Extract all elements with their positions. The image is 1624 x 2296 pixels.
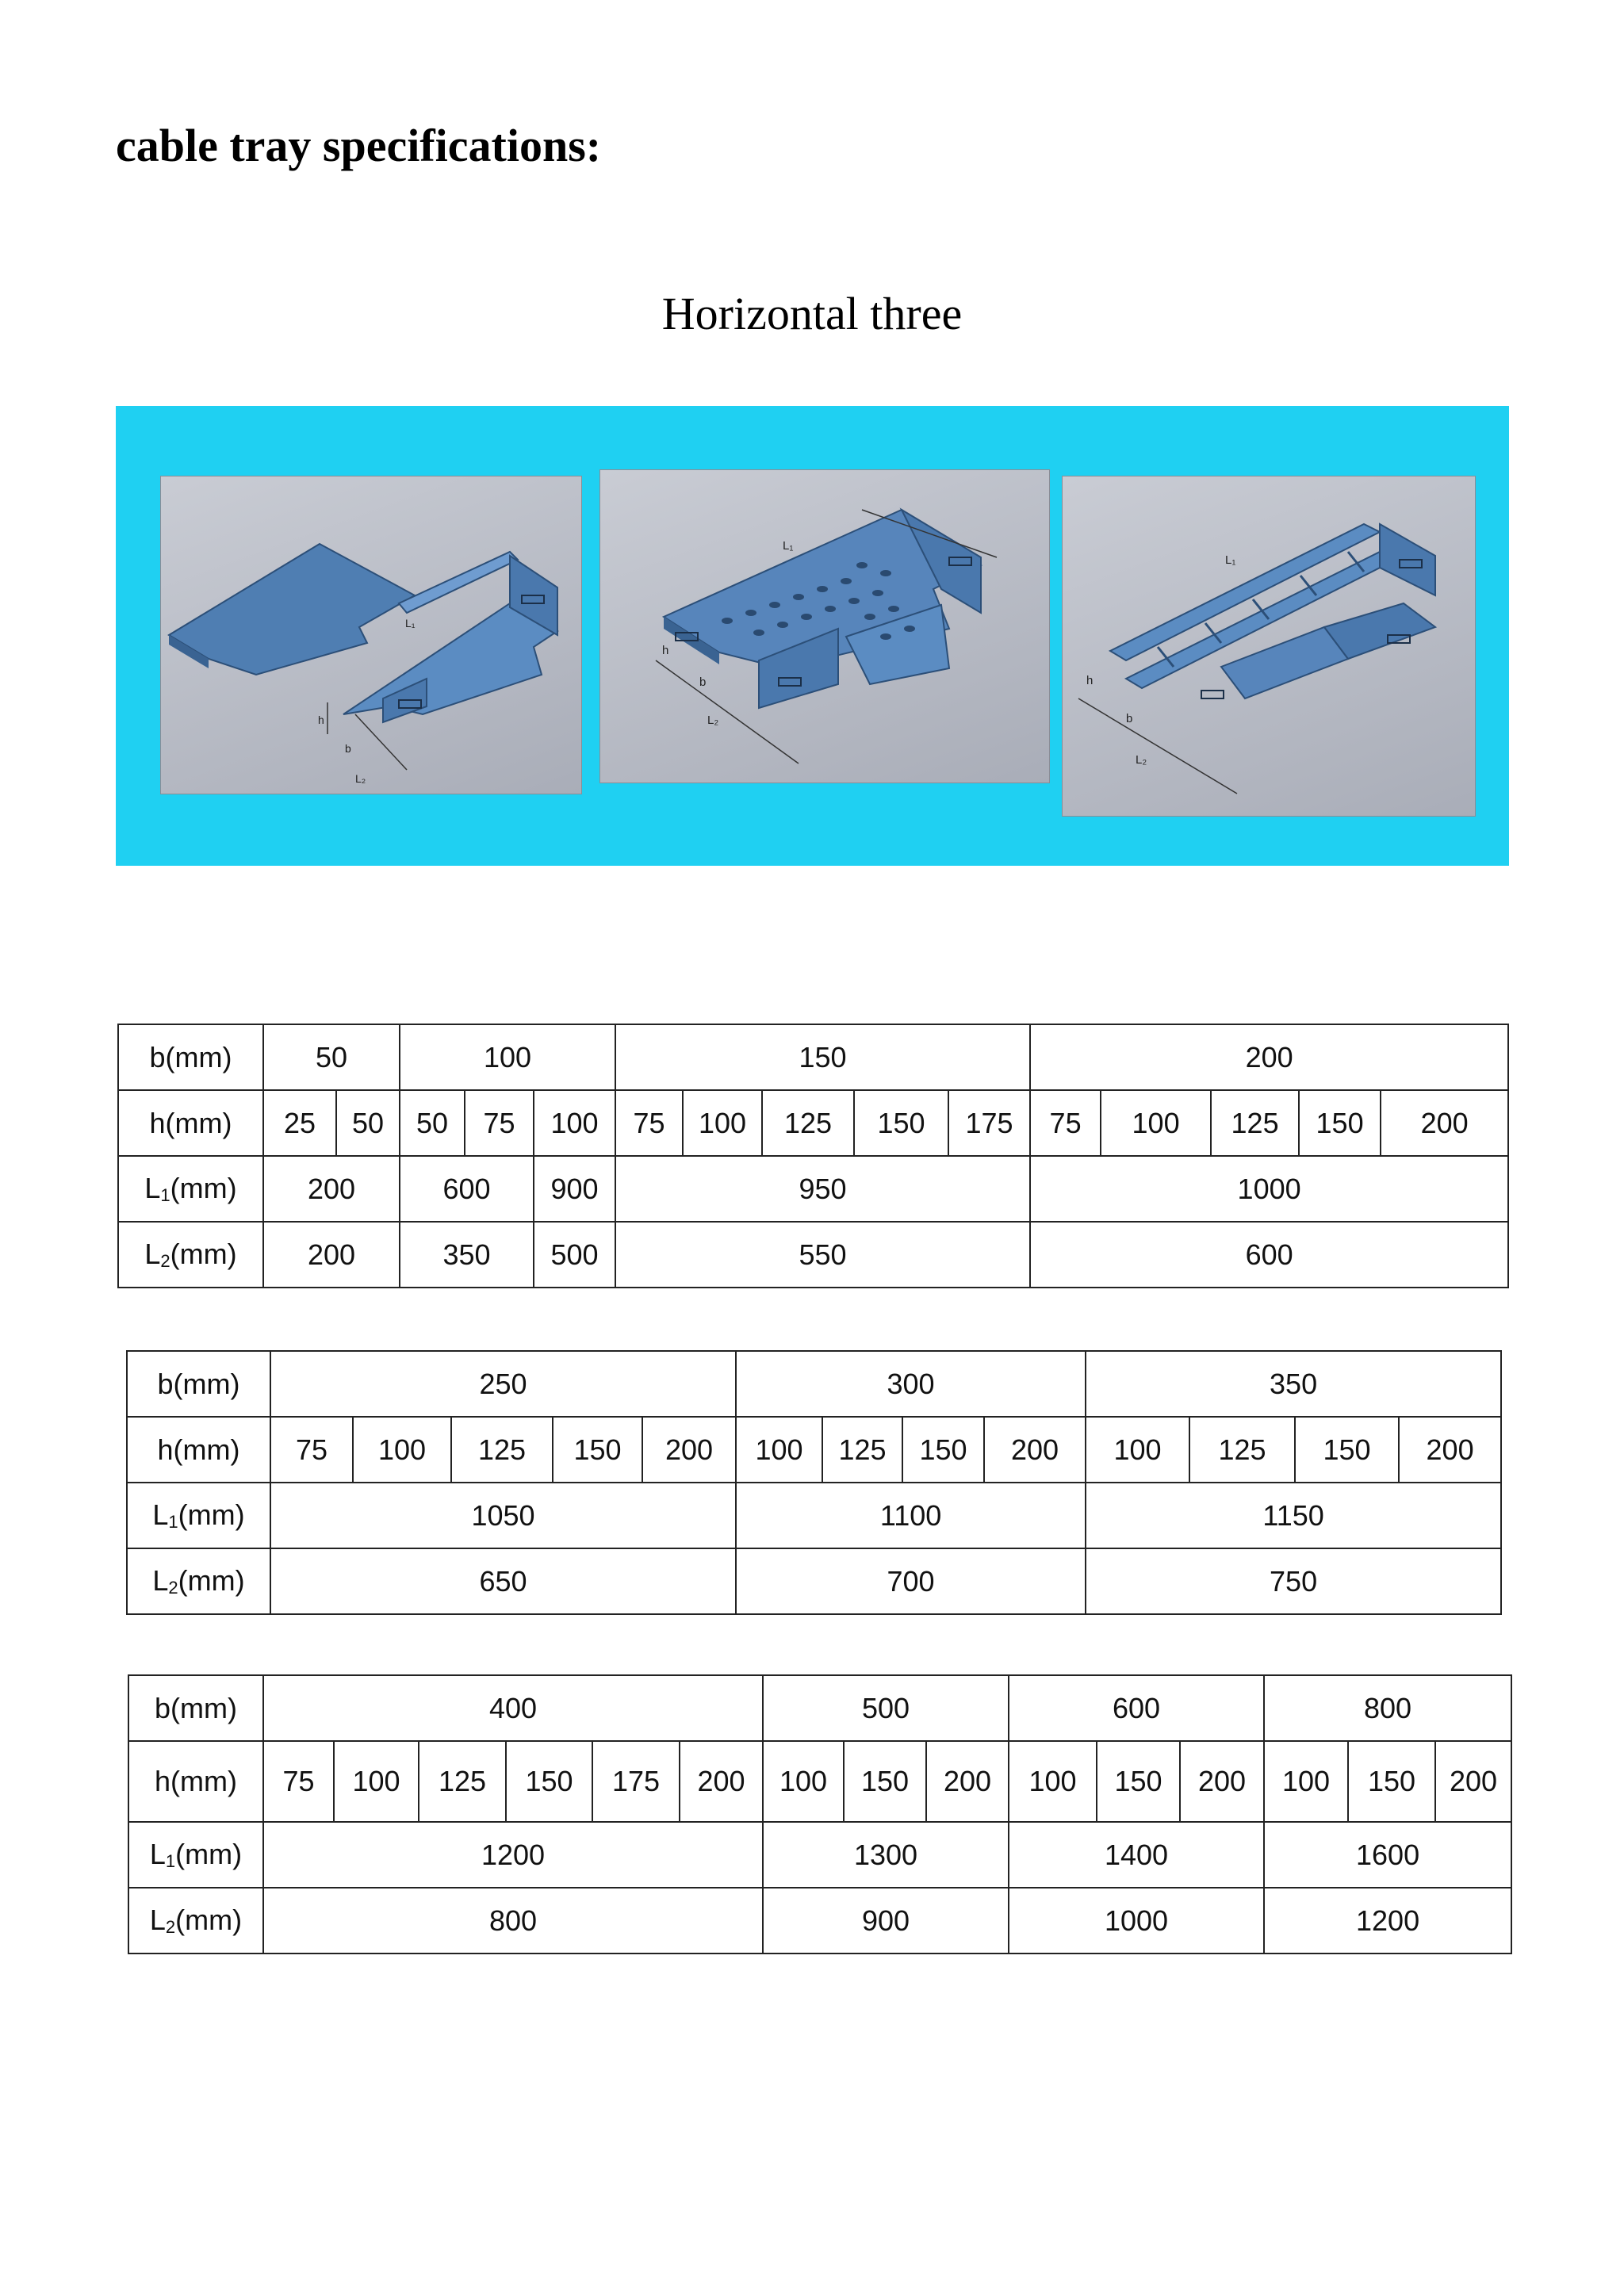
- label-prefix: L: [149, 1904, 166, 1936]
- l2-value: 1200: [1264, 1888, 1511, 1954]
- h-value: 200: [984, 1417, 1086, 1483]
- h-value: 50: [400, 1090, 465, 1156]
- row-label-h: h(mm): [128, 1741, 263, 1822]
- b-value: 200: [1030, 1024, 1508, 1090]
- label-unit: (mm): [170, 1238, 237, 1270]
- tray-photo-perforated: [599, 469, 1050, 783]
- l1-value: 900: [534, 1156, 615, 1222]
- b-value: 400: [263, 1675, 763, 1741]
- photo-label-l1: L₁: [1225, 553, 1236, 567]
- h-value: 100: [1264, 1741, 1348, 1822]
- h-value: 100: [1101, 1090, 1211, 1156]
- label-prefix: L: [152, 1564, 169, 1597]
- h-value: 200: [1180, 1741, 1264, 1822]
- photo-label-l2: L₂: [1136, 753, 1147, 767]
- h-value: 100: [736, 1417, 822, 1483]
- l1-value: 1300: [763, 1822, 1009, 1888]
- h-value: 125: [1189, 1417, 1295, 1483]
- label-unit: (mm): [178, 1564, 245, 1597]
- row-label-h: h(mm): [127, 1417, 270, 1483]
- row-label-l1: [118, 1156, 263, 1222]
- l1-value: 200: [263, 1156, 400, 1222]
- label-unit: (mm): [175, 1904, 243, 1936]
- h-value: 25: [263, 1090, 336, 1156]
- b-value: 300: [736, 1351, 1086, 1417]
- l1-value: 1200: [263, 1822, 763, 1888]
- l2-value: 200: [263, 1222, 400, 1288]
- h-value: 200: [1381, 1090, 1508, 1156]
- l2-value: 550: [615, 1222, 1030, 1288]
- photo-label-h: h: [662, 644, 669, 657]
- row-label-b: b(mm): [118, 1024, 263, 1090]
- photo-label-h: h: [318, 714, 324, 726]
- h-value: 150: [844, 1741, 926, 1822]
- h-value: 150: [902, 1417, 984, 1483]
- row-label-l1: [127, 1483, 270, 1548]
- photo-label-l2: L₂: [707, 714, 719, 727]
- h-value: 75: [465, 1090, 534, 1156]
- photo-label-l1: L₁: [405, 617, 416, 629]
- h-value: 125: [1211, 1090, 1299, 1156]
- h-value: 150: [506, 1741, 592, 1822]
- h-value: 150: [1299, 1090, 1381, 1156]
- h-value: 200: [1435, 1741, 1511, 1822]
- tray-photo-ladder: [1062, 476, 1476, 817]
- product-photo-banner: [116, 406, 1509, 866]
- label-prefix: L: [144, 1238, 161, 1270]
- label-prefix: L: [144, 1172, 161, 1204]
- document-title: cable tray specifications:: [116, 120, 602, 171]
- l1-value: 1050: [270, 1483, 736, 1548]
- h-value: 100: [334, 1741, 419, 1822]
- label-subscript: 2: [168, 1578, 178, 1598]
- b-value: 150: [615, 1024, 1030, 1090]
- row-label-l2: [127, 1548, 270, 1614]
- l2-value: 500: [534, 1222, 615, 1288]
- spec-table-3: [128, 1674, 1512, 1954]
- h-value: 175: [948, 1090, 1030, 1156]
- photo-label-l2: L₂: [355, 772, 366, 785]
- h-value: 150: [1348, 1741, 1435, 1822]
- h-value: 75: [615, 1090, 683, 1156]
- h-value: 125: [419, 1741, 506, 1822]
- section-subtitle: Horizontal three: [661, 288, 963, 339]
- b-value: 350: [1086, 1351, 1501, 1417]
- label-prefix: L: [149, 1838, 166, 1870]
- h-value: 100: [1086, 1417, 1189, 1483]
- label-subscript: 1: [168, 1512, 178, 1532]
- photo-label-b: b: [1126, 712, 1133, 725]
- l1-value: 1100: [736, 1483, 1086, 1548]
- l2-value: 350: [400, 1222, 534, 1288]
- h-value: 100: [683, 1090, 762, 1156]
- l2-value: 1000: [1009, 1888, 1264, 1954]
- label-unit: (mm): [178, 1498, 245, 1531]
- label-subscript: 2: [160, 1251, 170, 1271]
- row-label-b: b(mm): [127, 1351, 270, 1417]
- h-value: 200: [1399, 1417, 1501, 1483]
- row-label-h: h(mm): [118, 1090, 263, 1156]
- l2-value: 800: [263, 1888, 763, 1954]
- h-value: 200: [680, 1741, 763, 1822]
- label-subscript: 2: [165, 1917, 176, 1937]
- tray-photo-solid: [160, 476, 582, 794]
- l2-value: 700: [736, 1548, 1086, 1614]
- l2-value: 750: [1086, 1548, 1501, 1614]
- label-subscript: 1: [165, 1851, 176, 1871]
- h-value: 75: [1030, 1090, 1101, 1156]
- b-value: 800: [1264, 1675, 1511, 1741]
- h-value: 200: [926, 1741, 1009, 1822]
- h-value: 75: [270, 1417, 353, 1483]
- h-value: 150: [1295, 1417, 1399, 1483]
- h-value: 50: [336, 1090, 400, 1156]
- photo-label-l1: L₁: [783, 539, 794, 553]
- h-value: 100: [1009, 1741, 1097, 1822]
- h-value: 150: [854, 1090, 948, 1156]
- l1-value: 1000: [1030, 1156, 1508, 1222]
- l1-value: 600: [400, 1156, 534, 1222]
- l2-value: 600: [1030, 1222, 1508, 1288]
- h-value: 150: [553, 1417, 642, 1483]
- row-label-l1: [128, 1822, 263, 1888]
- photo-label-b: b: [699, 675, 707, 689]
- l1-value: 1400: [1009, 1822, 1264, 1888]
- b-value: 500: [763, 1675, 1009, 1741]
- label-unit: (mm): [170, 1172, 237, 1204]
- l1-value: 1600: [1264, 1822, 1511, 1888]
- h-value: 100: [353, 1417, 451, 1483]
- b-value: 600: [1009, 1675, 1264, 1741]
- photo-label-h: h: [1086, 674, 1094, 687]
- label-prefix: L: [152, 1498, 169, 1531]
- h-value: 75: [263, 1741, 334, 1822]
- l1-value: 950: [615, 1156, 1030, 1222]
- spec-table-2: [126, 1350, 1502, 1615]
- h-value: 125: [762, 1090, 854, 1156]
- row-label-l2: [128, 1888, 263, 1954]
- l2-value: 900: [763, 1888, 1009, 1954]
- h-value: 100: [763, 1741, 844, 1822]
- b-value: 50: [263, 1024, 400, 1090]
- h-value: 125: [451, 1417, 553, 1483]
- row-label-l2: [118, 1222, 263, 1288]
- h-value: 125: [822, 1417, 902, 1483]
- h-value: 200: [642, 1417, 736, 1483]
- h-value: 175: [592, 1741, 680, 1822]
- label-subscript: 1: [160, 1185, 170, 1205]
- photo-label-b: b: [345, 742, 351, 755]
- h-value: 150: [1097, 1741, 1180, 1822]
- l1-value: 1150: [1086, 1483, 1501, 1548]
- l2-value: 650: [270, 1548, 736, 1614]
- label-unit: (mm): [175, 1838, 243, 1870]
- h-value: 100: [534, 1090, 615, 1156]
- b-value: 100: [400, 1024, 615, 1090]
- row-label-b: b(mm): [128, 1675, 263, 1741]
- spec-table-1: [117, 1024, 1509, 1288]
- b-value: 250: [270, 1351, 736, 1417]
